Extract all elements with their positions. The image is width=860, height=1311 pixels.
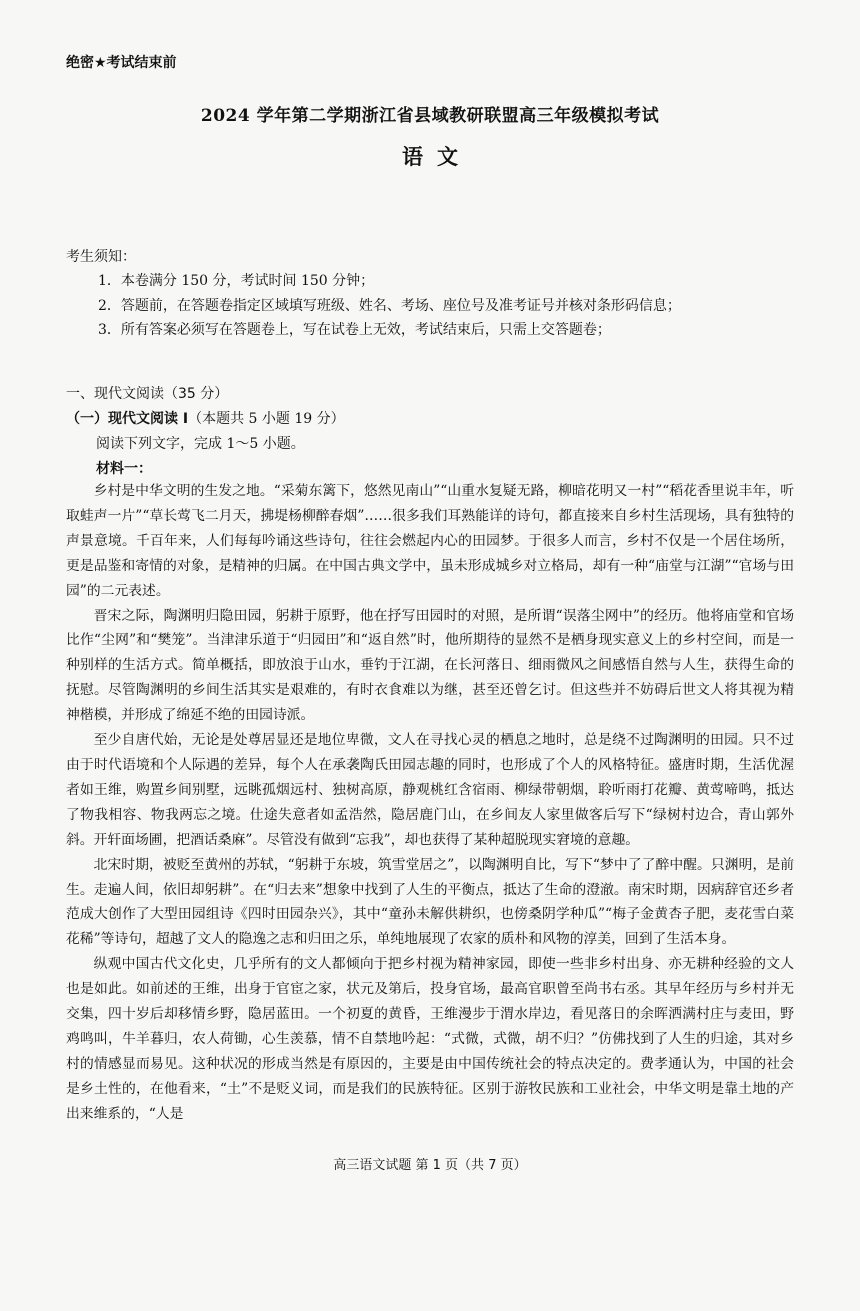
- page-footer: 高三语文试题 第 1 页（共 7 页）: [333, 1158, 527, 1173]
- notice-heading: 考生须知：: [66, 249, 136, 265]
- section-heading: 一、现代文阅读（35 分）: [66, 386, 229, 402]
- notice-item: 1．本卷满分 150 分，考试时间 150 分钟；: [98, 273, 375, 289]
- notice-item: 3．所有答案必须写在答题卷上，写在试卷上无效，考试结束后，只需上交答题卷；: [98, 322, 611, 338]
- exam-title: 2024 学年第二学期浙江省县域教研联盟高三年级模拟考试: [200, 106, 660, 126]
- paragraph: 北宋时期，被贬至黄州的苏轼，“躬耕于东坡，筑雪堂居之”，以陶渊明自比，写下“梦中了了醉中醒。只渊明，是前生。走遍人间，依旧却躬耕”。在“归去来”想象中找到了人生的平衡点，抵达了生命的澄澈。南宋时期，因病辞官还乡者范成大创作了大型田园组诗《四时田园杂兴》，其中“童孙未解供耕织，也傍桑阴学种瓜”“梅子金黄杏子肥，麦花雪白菜花稀”等诗句，超越了文人的隐逸之志和归田之乐，单纯地展现了农家的质朴和风物的淳美，回到了生活本身。: [66, 856, 794, 948]
- subsection-title: （一）现代文阅读 I: [66, 411, 189, 427]
- paragraph: 晋宋之际，陶渊明归隐田园，躬耕于原野，他在抒写田园时的对照，是所谓“误落尘网中”的经历。他将庙堂和官场比作“尘网”和“樊笼”。当津津乐道于“归园田”和“返自然”时，他所期待的显然不是栖身现实意义上的乡村空间，而是一种别样的生活方式。简单概括，即放浪于山水，垂钓于江湖，在长河落日、细雨微风之间感悟自然与人生，获得生命的抚慰。尽管陶渊明的乡间生活其实是艰难的，有时衣食难以为继，甚至还曾乞讨。但这些并不妨碍后世文人将其视为精神楷模，并形成了绵延不绝的田园诗派。: [66, 607, 794, 724]
- notice-item: 2．答题前，在答题卷指定区域填写班级、姓名、考场、座位号及准考证号并核对条形码信息；: [98, 298, 681, 314]
- material-label: 材料一：: [96, 461, 152, 477]
- subsection-score: （本题共 5 小题 19 分）: [188, 411, 345, 427]
- passage-body: [66, 479, 794, 1127]
- paragraph: 纵观中国古代文化史，几乎所有的文人都倾向于把乡村视为精神家园，即使一些非乡村出身、亦无耕种经验的文人也是如此。如前述的王维，出身于官宦之家，状元及第后，投身官场，最高官职曾至尚书右丞。其早年经历与乡村并无交集，四十岁后却移情乡野，隐居蓝田。一个初夏的黄昏，王维漫步于渭水岸边，看见落日的余晖洒满村庄与麦田，野鸡鸣叫，牛羊暮归，农人荷锄，心生羡慕，情不自禁地吟起：“式微，式微，胡不归？”仿佛找到了人生的归途，其对乡村的情感显而易见。这种状况的形成当然是有原因的，主要是由中国传统社会的特点决定的。费孝通认为，中国的社会是乡土性的，在他看来，“土”不是贬义词，而是我们的民族特征。区别于游牧民族和工业社会，中华文明是靠土地的产出来维系的，“人是: [66, 956, 794, 1122]
- secret-mark: 绝密★考试结束前: [66, 55, 177, 71]
- paragraph: 乡村是中华文明的生发之地。“采菊东篱下，悠然见南山”“山重水复疑无路，柳暗花明又一村”“稻花香里说丰年，听取蛙声一片”“草长莺飞二月天，拂堤杨柳醉春烟”……很多我们耳熟能详的诗句，都直接来自乡村生活现场，具有独特的声景意境。千百年来，人们每每吟诵这些诗句，往往会燃起内心的田园梦。于很多人而言，乡村不仅是一个居住场所，更是品鉴和寄情的对象，是精神的归属。在中国古典文学中，虽未形成城乡对立格局，却有一种“庙堂与江湖”“官场与田园”的二元表述。: [66, 483, 794, 599]
- subject-title: 语文: [402, 144, 472, 169]
- subsection-heading: [66, 408, 345, 428]
- paragraph: 至少自唐代始，无论是处尊居显还是地位卑微，文人在寻找心灵的栖息之地时，总是绕不过陶渊明的田园。只不过由于时代语境和个人际遇的差异，每个人在承袭陶氏田园志趣的同时，也形成了个人的风格特征。盛唐时期，生活优渥者如王维，购置乡间别墅，远眺孤烟远村、独树高原，静观桃红含宿雨、柳绿带朝烟，聆听雨打花瓣、黄莺啼鸣，抵达了物我相容、物我两忘之境。仕途失意者如孟浩然，隐居鹿门山，在乡间友人家里做客后写下“绿树村边合，青山郭外斜。开轩面场圃，把酒话桑麻”。尽管没有做到“忘我”，却也获得了某种超脱现实窘境的意趣。: [66, 732, 794, 848]
- instruction: 阅读下列文字，完成 1～5 小题。: [96, 436, 305, 452]
